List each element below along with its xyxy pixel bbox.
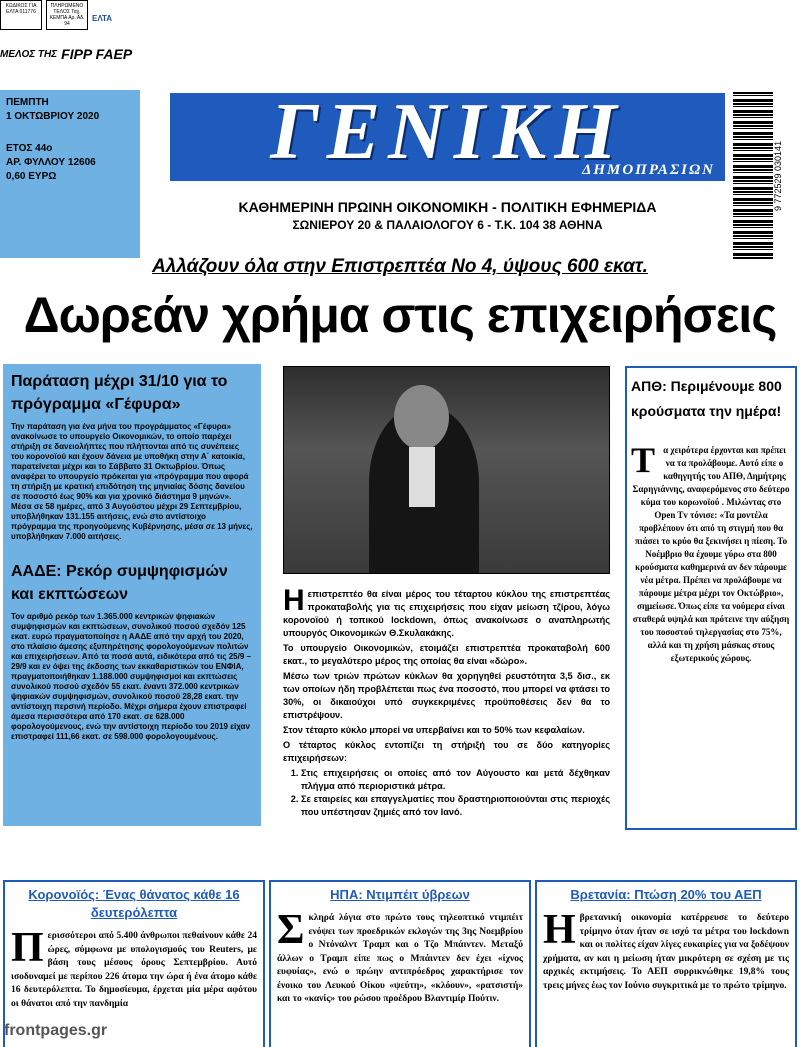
date-box [0, 90, 140, 258]
right-story-text: α χειρότερα έρχονται και πρέπει να τα προλάβουμε. Αυτό είπε ο καθηγητής του ΑΠΘ, Δημήτρης Σαρηγιάννης, αναφερόμενος στο δεύτερο κύμα του κορωνοϊού . Μιλώντας στο Open Tv τόνισε: «Τα μοντέλα προβλέπουν ότι από τη στιγμή που θα πιάσει το κρύο θα ξεκινήσει η πίεση. Το Νοέμβριο θα έχουμε γύρω στα 800 κρούσματα καθημερινά αν δεν πάρουμε νέα μέτρα. Πρέπει να προλάβουμε να πάρουμε μέτρα μέχρι τον Οκτώβριο», σημείωσε. Όπως είπε τα νούμερα είναι σταθερά υψηλά και πρότεινε την αύξηση του ποσοστού τηλεργασίας στο 75%, αλλά και τη χρήση μάσκας στους εξωτερικούς χώρους. [632, 445, 790, 663]
elta-code-stamp: ΚΩΔΙΚΟΣ ΓΙΑ ΕΛΤΑ 011776 [0, 0, 42, 30]
main-headline: Δωρεάν χρήμα στις επιχειρήσεις [23, 287, 777, 343]
right-story-body [631, 440, 791, 665]
list-item: 2. Σε εταιρείες και επαγγελματίες που δραστηριοποιούνται στις περιοχές που υπέστησαν ζημιές από τον Ιανό. [301, 793, 610, 819]
bottom-story-title: Βρετανία: Πτώση 20% του ΑΕΠ [570, 887, 762, 902]
main-article-p1: επιστρεπτέο θα είναι μέρος του τέταρτου κύκλου της επιστρεπτέας προκαταβολής για τις επιχειρήσεις που είχαν μείωση τζίρου, λόγω κορονοϊού ή τοπικού lockdown, όπως ανακοίνωσε ο αναπληρωτής υπουργός Οικονομικών Θ.Σκυλακάκης. [283, 589, 610, 638]
price: 0,60 ΕΥΡΩ [6, 171, 57, 182]
bottom-story-dropcap: Η [543, 907, 576, 953]
story2-body: Τον αριθμό ρεκόρ των 1.365.000 κεντρικών ψηφιακών συμψηφισμών και εκπτώσεων, συνολικού ποσού σχεδόν 125 εκατ. ευρώ πραγματοποίησε η ΑΑΔΕ από την αρχή του 2020, στο πλαίσιο άμεσης εξυπηρέτησης φορολογούμενων πολιτών και επιχειρήσεων. Από τα ποσά αυτά, ειδικότερα από τις 25/9 – 29/9 και εν όψει της έκδοσης των εκκαθαριστικών του ΕΝΦΙΑ, πραγματοποιήθηκαν 1.188.000 συμψηφισμοί και εκπτώσεις συνολικού ποσού σχεδόν 55 εκατ. έναντι 372.000 κεντρικών ψηφιακών συμψηφισμών, συνολικού ποσού 28,28 εκατ. την αντίστοιχη περσινή περίοδο. Μέχρι σήμερα έχουν επιστραφεί άμεσα περισσότερα από 170 εκατ. σε 628.000 φορολογούμενους, ενώ την αντίστοιχη περίοδο του 2019 είχαν επιστραφεί 111,66 εκατ. σε 598.000 φορολογουμένους. [11, 612, 251, 741]
tagline: ΚΑΘΗΜΕΡΙΝΗ ΠΡΩΙΝΗ ΟΙΚΟΝΟΜΙΚΗ - ΠΟΛΙΤΙΚΗ ΕΦΗΜΕΡΙΔΑ [238, 199, 657, 215]
bottom-story-dropcap: Π [11, 925, 44, 971]
member-label: ΜΕΛΟΣ ΤΗΣ [0, 48, 58, 60]
main-article-p2: Το υπουργείο Οικονομικών, ετοιμάζει επιστρεπτέα προκαταβολή 600 εκατ., το μεγαλύτερο μέρος της οποίας θα είναι «δώρο». [283, 643, 610, 666]
bottom-story-title: Κορονοϊός: Ένας θάνατος κάθε 16 δευτερόλεπτα [28, 887, 240, 920]
bottom-story-text: ερισσότεροι από 5.400 άνθρωποι πεθαίνουν κάθε 24 ώρες, σύμφωνα με υπολογισμούς του Reuters, με βάση τους μέσους όρους Σεπτεμβρίου. Αυτό ισοδυναμεί με περίπου 226 άτομα την ώρα ή ένα άτομο κάθε 16 δευτερόλεπτα. Το δημοσίευμα, έρχεται μία μέρα αφότου οι θάνατοι από την πανδημία [11, 931, 257, 1009]
bottom-story-text: κληρά λόγια στο πρώτο τους τηλεοπτικό ντιμπέιτ ενόψει των προεδρικών εκλογών της 3ης Νοεμβρίου ο Ντόναλντ Τραμπ και ο Τζο Μπάιντεν. Μεταξύ άλλων ο Τραμπ είπε πως ο Μπάιντεν δεν έχει «ίχνος ευφυίας», ενώ ο πρώην αντιπρόεδρος χαρακτήρισε τον ένοικο του Λευκού Οίκου «ψεύτη», «κλόουν», «ρατσιστή» και το «κανίς» του ρώσου προέδρου Βλαντιμίρ Πούτιν. [277, 913, 523, 1004]
main-article [283, 584, 610, 819]
list-item: 1. Στις επιχειρήσεις οι οποίες από τον Αύγουστο και μετά δέχθηκαν πλήγμα από περιοριστικά μέτρα. [301, 767, 610, 793]
bottom-story-3 [535, 880, 797, 1047]
minister-photo [283, 366, 610, 574]
barcode-number: 9 772529 030141 [773, 140, 783, 212]
paid-postage-stamp: ΠΛΗΡΩΜΕΝΟ ΤΕΛΟΣ Ταχ. ΚΕΜΠΑ Αρ. Αδ. 94 [46, 0, 88, 30]
bottom-story-2 [269, 880, 531, 1047]
membership-line [0, 46, 132, 62]
watermark: frontpages.gr [4, 1022, 108, 1039]
right-story-dropcap: Τ [631, 440, 656, 480]
main-article-p4: Στον τέταρτο κύκλο μπορεί να υπερβαίνει και το 50% των κεφαλαίων. [283, 725, 585, 735]
main-article-list [283, 767, 610, 819]
issue-number: ΑΡ. ΦΥΛΛΟΥ 12606 [6, 157, 96, 168]
barcode [733, 92, 788, 260]
bottom-story-body [543, 907, 790, 993]
year-label: ΕΤΟΣ 44ο [6, 143, 53, 154]
elta-logo: ΕΛΤΑ [92, 14, 113, 23]
barcode-bars [733, 92, 773, 260]
newspaper-subtitle: ΔΗΜΟΠΡΑΣΙΩΝ [581, 162, 715, 178]
fipp-faep-logo: FIPP FAEP [61, 46, 133, 62]
right-story-title: ΑΠΘ: Περιμένουμε 800 κρούσματα την ημέρα! [631, 378, 782, 419]
photo-head [394, 385, 449, 450]
bottom-story-dropcap: Σ [277, 907, 305, 953]
postage-stamps [0, 0, 150, 40]
left-column [3, 364, 261, 826]
bottom-story-text: βρετανική οικονομία κατέρρευσε το δεύτερο τρίμηνο όταν ήταν σε ισχύ τα μέτρα του lockdown και οι πολίτες είχαν λίγες ευκαιρίες για να ξοδέψουν χρήματα, αν και η μείωση ήταν μικρότερη σε σχέση με τις αρχικές εκτιμήσεις. Το ΑΕΠ συρρικνώθηκε 19,8% τους τρεις μήνες έως τον Ιούνιο συγκριτικά με το πρώτο τρίμηνο. [543, 913, 790, 991]
story2-title: ΑΑΔΕ: Ρεκόρ συμψηφισμών και εκπτώσεων [11, 563, 228, 603]
main-article-p3: Μέσω των τριών πρώτων κύκλων θα χορηγηθεί ρευστότητα 3,5 δισ., εκ των οποίων ήδη προβλέπεται πως ένα ποσοστό, που μπορεί να φτάσει το 30%, οι δικαιούχοι υπό συγκεκριμένες προϋποθέσεις δεν θα το επιστρέψουν. [283, 671, 610, 720]
weekday: ΠΕΜΠΤΗ [6, 97, 49, 108]
address: ΣΩΝΙΕΡΟΥ 20 & ΠΑΛΑΙΟΛΟΓΟΥ 6 - Τ.Κ. 104 38 ΑΘΗΝΑ [292, 218, 603, 232]
story1-title: Παράταση μέχρι 31/10 για το πρόγραμμα «Γέφυρα» [11, 373, 228, 413]
main-article-p5: Ο τέταρτος κύκλος εντοπίζει τη στήριξή του σε δύο κατηγορίες επιχειρήσεων: [283, 740, 610, 763]
right-column [625, 366, 797, 830]
masthead [170, 88, 725, 181]
bottom-story-body [11, 925, 257, 1011]
newspaper-title: ΓΕΝΙΚΗ [270, 88, 625, 176]
bottom-story-body [277, 907, 523, 1007]
main-article-dropcap: Η [283, 584, 305, 617]
story1-body: Την παράταση για ένα μήνα του προγράμματος «Γέφυρα» ανακοίνωσε το υπουργείο Οικονομικών, το οποίο παρέχει στήριξη σε δανειολήπτες που πλήττονται από τις συνέπειες του κορονοϊού και έχουν δάνεια με υποθήκη στην Α΄ κατοικία, παρατείνεται μέχρι και το Σάββατο 31 Οκτωβρίου. Όπως αναφέρει το υπουργείο πρόκειται για «πρόγραμμα που αφορά τη στήριξη με κρατική επιδότηση της μηνιαίας δόσης δανείου σε ποσοστό έως 90% και για χρονικό διάστημα 9 μηνών». Μέσα σε 58 ημέρες, από 3 Αυγούστου μέχρι 29 Σεπτεμβρίου, υποβλήθηκαν 131.155 αιτήσεις, ενώ στο αντίστοιχο πρόγραμμα της προηγούμενης Κυβέρνησης, μέσα σε 13 μήνες, υποβλήθηκαν 7.000 αιτήσεις. [11, 422, 253, 541]
kicker [0, 256, 800, 278]
photo-shirt [409, 447, 435, 507]
bottom-story-title: ΗΠΑ: Ντιμπέιτ ύβρεων [330, 887, 470, 902]
kicker-text: Αλλάζουν όλα στην Επιστρεπτέα Νο 4, ύψους 600 εκατ. [152, 256, 648, 277]
issue-date: 1 ΟΚΤΩΒΡΙΟΥ 2020 [6, 111, 100, 122]
